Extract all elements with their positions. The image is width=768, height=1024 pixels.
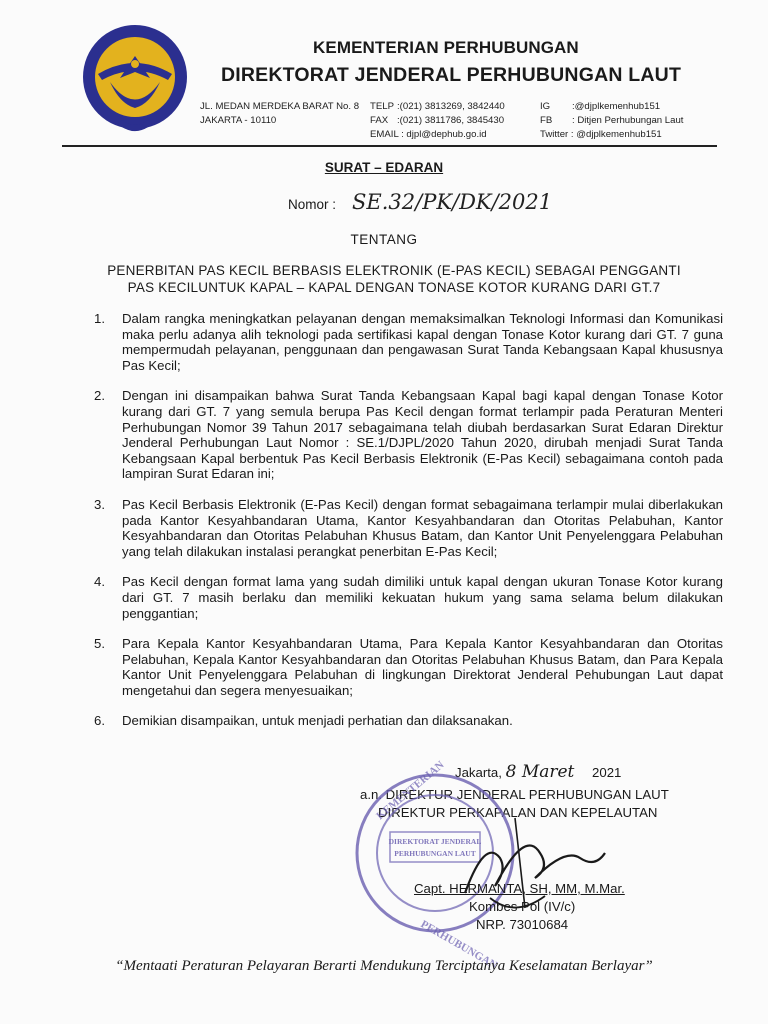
item-number: 5.: [94, 636, 105, 652]
address-line-2: JAKARTA - 10110: [200, 115, 277, 126]
fax-value: :(021) 3811786, 3845430: [397, 115, 505, 126]
address-block: [200, 100, 359, 128]
list-item: [94, 497, 723, 559]
nomor-value: SE.32/PK/DK/2021: [352, 190, 553, 214]
directorate-name: DIREKTORAT JENDERAL PERHUBUNGAN LAUT: [221, 64, 682, 86]
ministry-name: KEMENTERIAN PERHUBUNGAN: [313, 38, 579, 57]
list-item: [94, 311, 723, 373]
svg-text:PERHUBUNGAN LAUT: PERHUBUNGAN LAUT: [394, 849, 476, 858]
handwritten-date: 8 Maret: [505, 762, 575, 782]
svg-text:DIREKTORAT JENDERAL: DIREKTORAT JENDERAL: [388, 837, 482, 846]
ig-value: :@djplkemenhub151: [572, 101, 661, 112]
list-item: [94, 388, 723, 482]
list-item: [94, 713, 723, 729]
item-text: Pas Kecil dengan format lama yang sudah dimiliki untuk kapal dengan ukuran Tonase Kotor kurang dari GT. 7 masih berlaku dan memiliki kekuatan hukum yang sama selama belum dilakukan penggantian;: [122, 574, 723, 621]
list-item: [94, 636, 723, 698]
tentang-heading: TENTANG: [350, 232, 418, 247]
subject-line-1: PENERBITAN PAS KECIL BERBASIS ELEKTRONIK (E-PAS KECIL) SEBAGAI PENGGANTI: [107, 263, 681, 278]
item-number: 1.: [94, 311, 105, 326]
item-list: [94, 311, 723, 744]
telp-label: TELP: [370, 101, 394, 112]
document-title-wrap: [0, 160, 768, 175]
twitter-text: Twitter : @djplkemenhub151: [540, 129, 662, 140]
nomor-label: Nomor :: [288, 197, 337, 212]
signatory-nrp: NRP. 73010684: [476, 917, 569, 932]
signatory-name: Capt. HERMANTA, SH, MM, M.Mar.: [414, 881, 625, 896]
signatory-line-1: a.n. DIREKTUR JENDERAL PERHUBUNGAN LAUT: [360, 787, 669, 802]
signatory-rank: Kombes Pol (IV/c): [469, 899, 576, 914]
place-text: Jakarta,: [455, 765, 502, 780]
item-number: 2.: [94, 388, 105, 404]
item-number: 3.: [94, 496, 105, 512]
item-number: 6.: [94, 713, 105, 729]
address-line-1: JL. MEDAN MERDEKA BARAT No. 8: [200, 101, 360, 112]
svg-text:PERHUBUNGAN: PERHUBUNGAN: [418, 918, 500, 972]
social-values: [572, 100, 683, 128]
year-text: 2021: [592, 765, 622, 780]
ministry-logo: [80, 22, 190, 137]
item-text: Para Kepala Kantor Kesyahbandaran Utama, Para Kepala Kantor Kesyahbandaran dan Otoritas Pelabuhan, Kepala Kantor Kesyahbandaran dan Otoritas Pelabuhan Khusus Batam, dan Para Kepala Kantor Unit Penyelenggara Pelabuhan di lingkungan Direktorat Jenderal Pehubungan Laut dapat mengetahui dan segera menyesuaikan;: [122, 636, 723, 698]
letterhead-divider: [62, 145, 717, 147]
svg-text:KEMENTERIAN: KEMENTERIAN: [374, 758, 447, 823]
email-text: EMAIL : djpl@dephub.go.id: [370, 129, 487, 140]
fb-value: : Ditjen Perhubungan Laut: [572, 115, 684, 126]
subject: [60, 262, 728, 296]
item-text: Dalam rangka meningkatkan pelayanan dengan memaksimalkan Teknologi Informasi dan Komunikasi maka perlu adanya alih teknologi pada sertifikasi kapal dengan Tonase Kotor kurang dari GT. 7 guna mempermudah pelayanan, penggunaan dan pengawasan Surat Tanda Kebangsaan Kapal khususnya Pas Kecil;: [122, 311, 723, 373]
signatory-line-2: DIREKTUR PERKAPALAN DAN KEPELAUTAN: [378, 805, 658, 820]
item-text: Demikian disampaikan, untuk menjadi perhatian dan dilaksanakan.: [122, 713, 513, 729]
footer-motto: “Mentaati Peraturan Pelayaran Berarti Mendukung Terciptanya Keselamatan Berlayar”: [115, 958, 653, 974]
item-text: Pas Kecil Berbasis Elektronik (E-Pas Kecil) dengan format sebagaimana terlampir mulai diberlakukan pada Kantor Kesyahbandaran Utama, Kantor Kesyahbandaran dan Otoritas Pelabuhan, Kantor Kesyahbandaran dan Otoritas Pelabuhan Khusus Batam, dan Kantor Unit Penyelenggara Pelabuhan yang telah dilakukan instalasi perangkat penerbitan E-Pas Kecil;: [122, 496, 723, 559]
list-item: [94, 574, 723, 621]
item-text: Dengan ini disampaikan bahwa Surat Tanda Kebangsaan Kapal bagi kapal dengan Tonase Kotor kurang dari GT. 7 yang semula berupa Pas Kecil dengan format terlampir pada Peraturan Menteri Perhubungan Nomor 39 Tahun 2017 sebagaimana telah diubah berdasarkan Surat Edaran Direktur Jenderal Perhubungan Laut Nomor : SE.1/DJPL/2020 Tahun 2020, dirubah menjadi Surat Tanda Kebangsaan Kapal berbentuk Pas Kecil Berbasis Elektronik (E-Pas Kecil) sebagaimana contoh pada lampiran Surat Edaran ini;: [122, 388, 723, 482]
fb-label: FB: [540, 115, 553, 126]
fax-label: FAX: [370, 115, 389, 126]
item-number: 4.: [94, 574, 105, 590]
ig-label: IG: [540, 101, 551, 112]
subject-line-2: PAS KECILUNTUK KAPAL – KAPAL DENGAN TONASE KOTOR KURANG DARI GT.7: [127, 280, 661, 295]
telp-fax-values: [397, 100, 505, 128]
document-title: SURAT – EDARAN: [324, 160, 444, 175]
telp-value: :(021) 3813269, 3842440: [397, 101, 505, 112]
